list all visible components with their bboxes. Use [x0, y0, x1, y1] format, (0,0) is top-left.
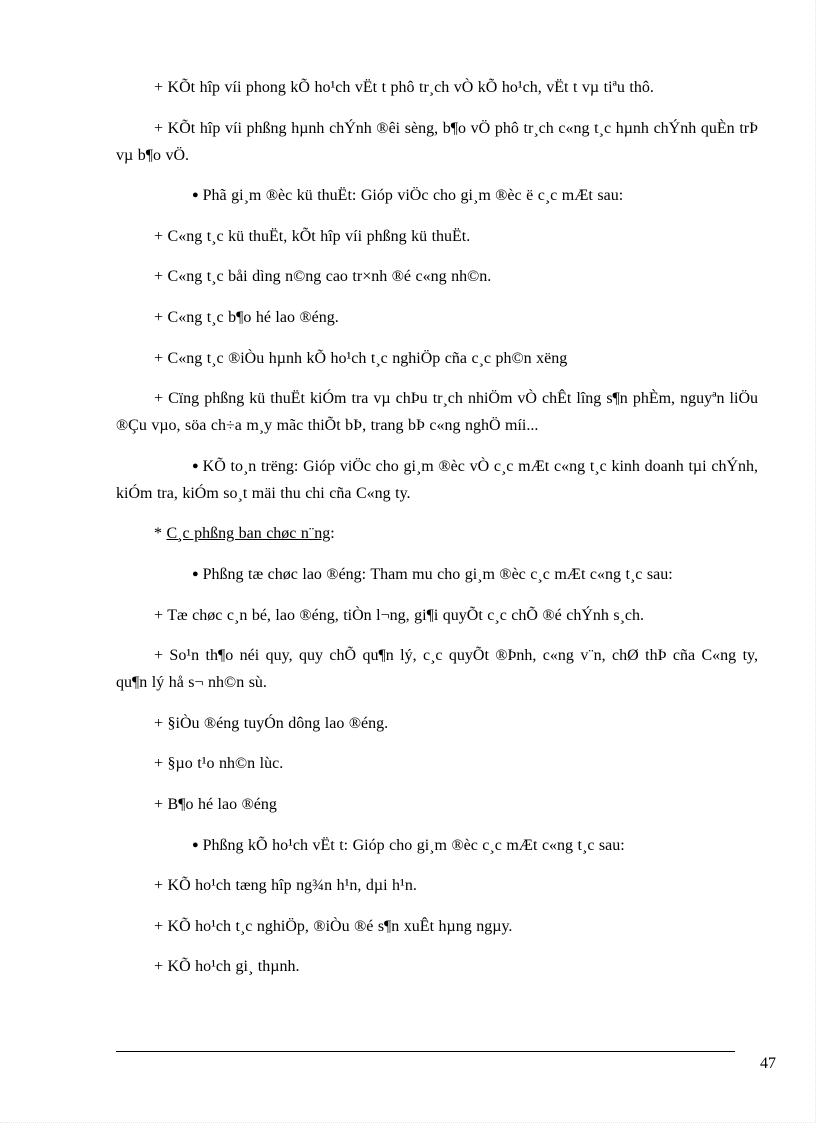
- paragraph-p13: [116, 642, 758, 696]
- paragraph-text: + B¶o hé lao ®éng: [154, 795, 277, 813]
- page-content: [116, 74, 758, 994]
- paragraph-text: + KÕt hîp víi phong kÕ ho¹ch vËt t phô tr¸ch vÒ kÕ ho¹ch, vËt t vµ tiªu thô.: [154, 79, 654, 96]
- paragraph-text: + C«ng t¸c b¶o hé lao ®éng.: [154, 308, 339, 326]
- paragraph-p7: [116, 345, 758, 372]
- paragraph-p20: [116, 953, 758, 980]
- bullet-icon: ●: [192, 567, 199, 580]
- paragraph-text: Phßng tæ chøc lao ®éng: Tham mu cho gi¸m ®èc c¸c mÆt c«ng t¸c sau:: [202, 565, 673, 583]
- paragraph-p5: [116, 263, 758, 290]
- paragraph-p18: [116, 872, 758, 899]
- paragraph-p3: [116, 182, 758, 209]
- paragraph-text: + C«ng t¸c båi dìng n©ng cao tr×nh ®é c«ng nh©n.: [154, 268, 492, 286]
- paragraph-p6: [116, 304, 758, 331]
- bullet-icon: ●: [192, 189, 199, 202]
- paragraph-p14: [116, 710, 758, 737]
- paragraph-text: KÕ to¸n trëng: Gióp viÖc cho gi¸m ®èc vÒ c¸c mÆt c«ng t¸c kinh doanh tµi chÝnh, kiÓm tra, kiÓm so¸t mäi thu chi cña C«ng ty.: [116, 457, 758, 502]
- paragraph-p2: [116, 115, 758, 169]
- paragraph-text: + §iÒu ®éng tuyÓn dông lao ®éng.: [154, 714, 389, 732]
- paragraph-text: + KÕ ho¹ch t¸c nghiÖp, ®iÒu ®é s¶n xuÊt hµng ngµy.: [154, 917, 513, 935]
- paragraph-p15: [116, 750, 758, 777]
- paragraph-text: + KÕt hîp víi phßng hµnh chÝnh ®êi sèng, b¶o vÖ phô tr¸ch c«ng t¸c hµnh chÝnh quÈn trÞ vµ b¶o vÖ.: [116, 119, 758, 164]
- page-number: 47: [760, 1055, 776, 1072]
- bullet-icon: ●: [192, 838, 199, 851]
- paragraph-text: Phã gi¸m ®èc kü thuËt: Gióp viÖc cho gi¸m ®èc ë c¸c mÆt sau:: [202, 187, 624, 205]
- paragraph-p1: [116, 74, 758, 101]
- paragraph-text: + KÕ ho¹ch gi¸ thµnh.: [154, 958, 300, 976]
- paragraph-text: + §µo t¹o nh©n lùc.: [154, 755, 284, 773]
- paragraph-p10: [116, 520, 758, 547]
- paragraph-text: + C«ng t¸c kü thuËt, kÕt hîp víi phßng kü thuËt.: [154, 227, 471, 245]
- paragraph-text: + Tæ chøc c¸n bé, lao ®éng, tiÒn l¬ng, gi¶i quyÕt c¸c chÕ ®é chÝnh s¸ch.: [154, 606, 645, 624]
- footer-divider: [116, 1051, 735, 1052]
- paragraph-text: Phßng kÕ ho¹ch vËt t: Gióp cho gi¸m ®èc c¸c mÆt c«ng t¸c sau:: [202, 836, 625, 854]
- paragraph-text: + C«ng t¸c ®iÒu hµnh kÕ ho¹ch t¸c nghiÖp cña c¸c ph©n xëng: [154, 349, 568, 367]
- paragraph-p11: [116, 561, 758, 588]
- paragraph-p19: [116, 913, 758, 940]
- paragraph-p4: [116, 223, 758, 250]
- section-heading: C¸c phßng ban chøc n¨ng: [166, 525, 331, 543]
- section-prefix: *: [154, 525, 167, 543]
- paragraph-p16: [116, 791, 758, 818]
- paragraph-text: + Cïng phßng kü thuËt kiÓm tra vµ chÞu tr¸ch nhiÖm vÒ chÊt lîng s¶n phÈm, nguyªn liÖu ®Çu vµo, söa ch÷a m¸y mãc thiÕt bÞ, trang bÞ c«ng nghÖ míi...: [116, 390, 758, 435]
- paragraph-p12: [116, 602, 758, 629]
- paragraph-text: + KÕ ho¹ch tæng hîp ng¾n h¹n, dµi h¹n.: [154, 877, 417, 895]
- paragraph-p9: [116, 453, 758, 507]
- paragraph-p8: [116, 385, 758, 439]
- bullet-icon: ●: [192, 459, 199, 472]
- section-suffix: :: [330, 525, 335, 543]
- paragraph-p17: [116, 832, 758, 859]
- paragraph-text: + So¹n th¶o néi quy, quy chÕ qu¶n lý, c¸c quyÕt ®Þnh, c«ng v¨n, chØ thÞ cña C«ng ty, qu¶n lý hå s¬ nh©n sù.: [116, 647, 758, 692]
